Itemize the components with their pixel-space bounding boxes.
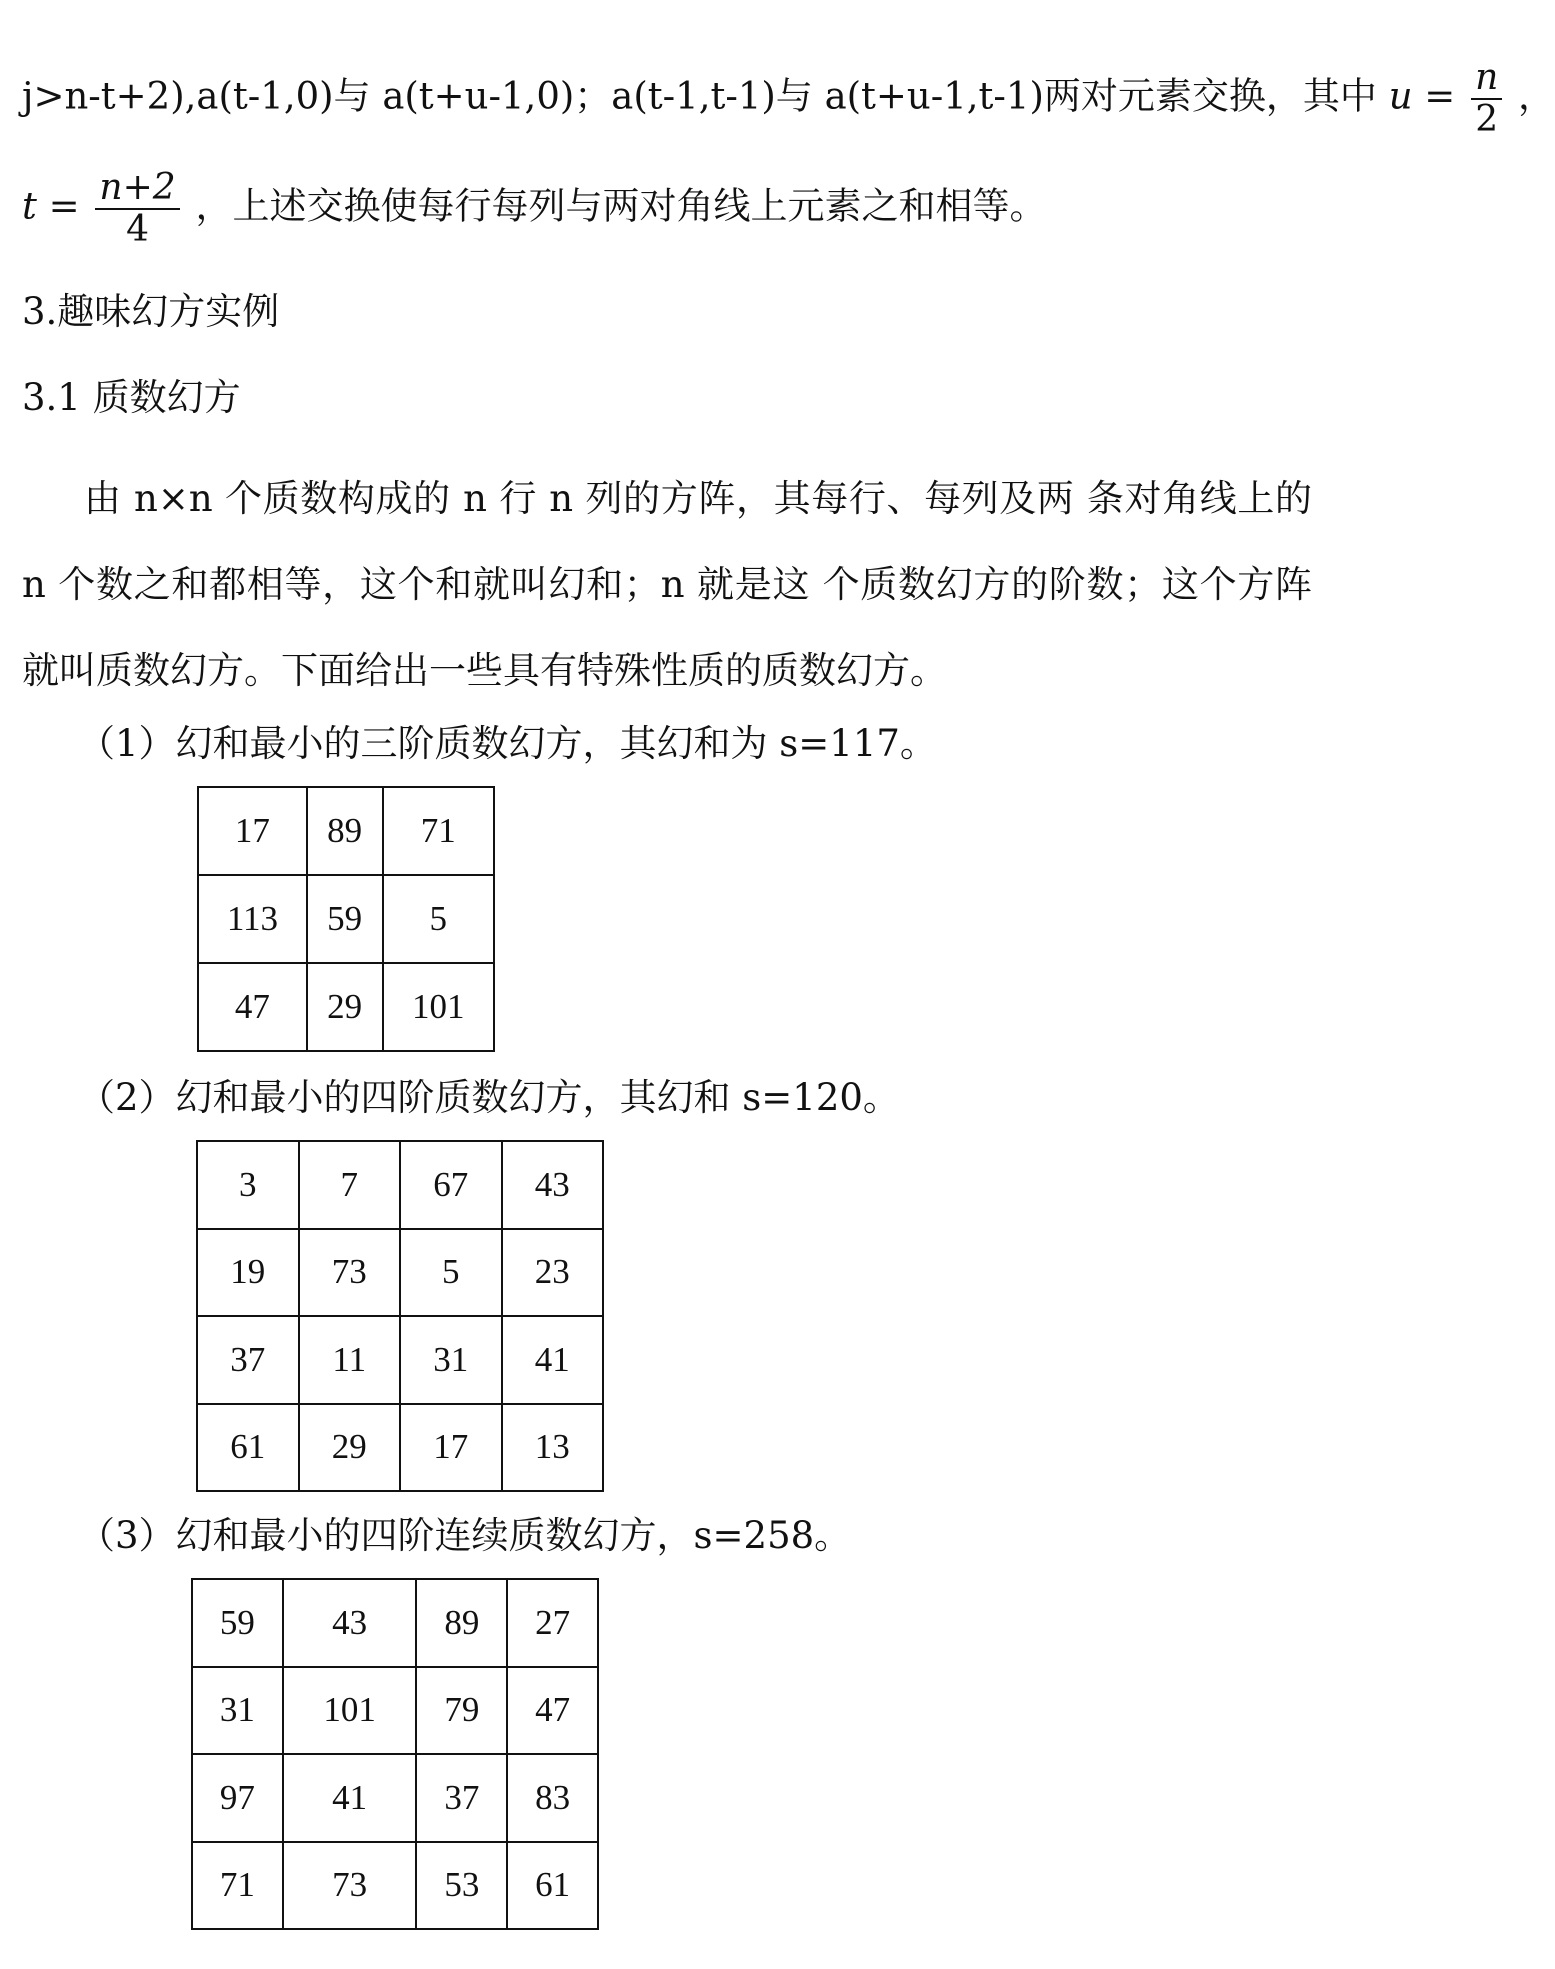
fraction-numerator: n <box>1475 57 1499 98</box>
table-cell: 19 <box>197 1229 299 1317</box>
table-cell: 71 <box>383 787 495 875</box>
table-cell: 61 <box>197 1404 299 1492</box>
table-cell: 101 <box>383 963 495 1051</box>
formula-line-2 <box>22 168 1046 250</box>
table-cell: 59 <box>192 1579 283 1667</box>
magic-square-4x4-b <box>191 1578 599 1930</box>
item-caption-1: （1）幻和最小的三阶质数幻方，其幻和为 s=117。 <box>78 722 937 765</box>
item-caption-3: （3）幻和最小的四阶连续质数幻方，s=258。 <box>78 1514 852 1557</box>
table-row <box>198 963 494 1051</box>
table-cell: 23 <box>502 1229 604 1317</box>
table-cell: 37 <box>416 1754 507 1842</box>
table-row <box>197 1316 603 1404</box>
table-cell: 17 <box>198 787 307 875</box>
table-cell: 13 <box>502 1404 604 1492</box>
fraction-numerator: n+2 <box>99 167 176 208</box>
t-variable: t <box>22 184 37 228</box>
fraction-n-plus-2-over-4 <box>95 168 179 250</box>
table-row <box>192 1754 598 1842</box>
table-row <box>192 1842 598 1930</box>
table-cell: 31 <box>400 1316 502 1404</box>
table-row <box>197 1404 603 1492</box>
table-cell: 79 <box>416 1667 507 1755</box>
table-cell: 59 <box>307 875 383 963</box>
table-cell: 67 <box>400 1141 502 1229</box>
fraction-denominator: 4 <box>126 209 149 250</box>
table-cell: 17 <box>400 1404 502 1492</box>
table-row <box>198 787 494 875</box>
table-cell: 41 <box>283 1754 417 1842</box>
table-row <box>198 875 494 963</box>
table-row <box>192 1667 598 1755</box>
fraction-n-over-2 <box>1471 58 1502 140</box>
table-cell: 101 <box>283 1667 417 1755</box>
section-heading-3: 3.趣味幻方实例 <box>22 290 280 333</box>
table-cell: 5 <box>383 875 495 963</box>
table-cell: 53 <box>416 1842 507 1930</box>
table-cell: 3 <box>197 1141 299 1229</box>
table-cell: 71 <box>192 1842 283 1930</box>
table-cell: 29 <box>307 963 383 1051</box>
table-cell: 11 <box>299 1316 401 1404</box>
table-row <box>197 1229 603 1317</box>
formula-text: j>n-t+2),a(t-1,0)与 a(t+u-1,0)；a(t-1,t-1)与 a(t+u-1,t-1)两对元素交换，其中 <box>22 74 1377 118</box>
table-cell: 31 <box>192 1667 283 1755</box>
table-cell: 61 <box>507 1842 598 1930</box>
table-cell: 97 <box>192 1754 283 1842</box>
u-variable: u <box>1388 74 1413 118</box>
item-caption-2: （2）幻和最小的四阶质数幻方，其幻和 s=120。 <box>78 1076 900 1119</box>
table-cell: 73 <box>283 1842 417 1930</box>
fraction-denominator: 2 <box>1475 99 1499 140</box>
table-row <box>192 1579 598 1667</box>
magic-square-4x4-a <box>196 1140 604 1492</box>
table-row <box>197 1141 603 1229</box>
section-heading-3-1: 3.1 质数幻方 <box>22 376 241 419</box>
formula-tail: ， <box>1518 74 1555 118</box>
table-cell: 43 <box>502 1141 604 1229</box>
table-cell: 83 <box>507 1754 598 1842</box>
table-cell: 7 <box>299 1141 401 1229</box>
table-cell: 47 <box>198 963 307 1051</box>
table-cell: 47 <box>507 1667 598 1755</box>
table-cell: 43 <box>283 1579 417 1667</box>
magic-square-3x3 <box>197 786 495 1052</box>
equals-sign: = <box>48 184 80 228</box>
table-cell: 89 <box>307 787 383 875</box>
table-cell: 5 <box>400 1229 502 1317</box>
table-cell: 27 <box>507 1579 598 1667</box>
table-cell: 37 <box>197 1316 299 1404</box>
table-cell: 73 <box>299 1229 401 1317</box>
formula-tail: ，上述交换使每行每列与两对角线上元素之和相等。 <box>195 184 1047 228</box>
table-cell: 89 <box>416 1579 507 1667</box>
table-cell: 41 <box>502 1316 604 1404</box>
intro-paragraph: 由 n×n 个质数构成的 n 行 n 列的方阵，其每行、每列及两 条对角线上的 n 个数之和都相等，这个和就叫幻和；n 就是这 个质数幻方的阶数；这个方阵就叫质数幻方。下面给出一些具有特殊性质的质数幻方。 <box>22 477 1312 692</box>
table-cell: 29 <box>299 1404 401 1492</box>
equals-sign: = <box>1424 74 1456 118</box>
formula-line-1 <box>22 58 1555 140</box>
table-cell: 113 <box>198 875 307 963</box>
